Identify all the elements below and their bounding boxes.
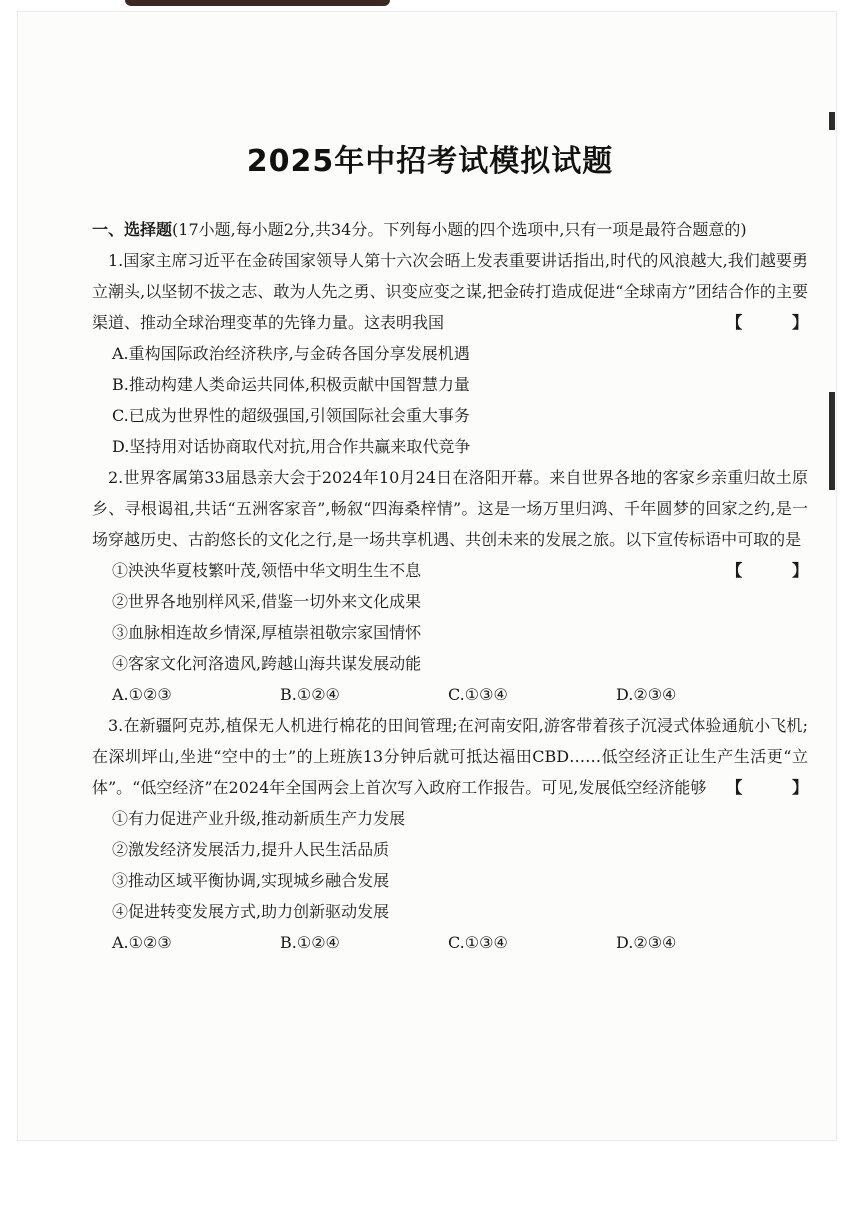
answer-bracket: 【 】 [726, 778, 830, 797]
choice-b: B.①②④ [280, 933, 340, 952]
choice-c: C.①③④ [448, 933, 508, 952]
choice-a: A.①②③ [112, 685, 172, 704]
question-stem-text: 3.在新疆阿克苏,植保无人机进行棉花的田间管理;在河南安阳,游客带着孩子沉浸式体验通航小飞机;在深圳坪山,坐进“空中的士”的上班族13分钟后就可抵达福田CBD……低空经济正让生产生活更“立体”。“低空经济”在2024年全国两会上首次写入政府工作报告。可见,发展低空经济能够 [92, 716, 808, 797]
statement-1: ①有力促进产业升级,推动新质生产力发展 [112, 809, 406, 828]
section-head-label: 一、选择题 [92, 220, 173, 239]
statement-4: ④客家文化河洛遗风,跨越山海共谋发展动能 [112, 654, 422, 673]
choice-d: D.②③④ [616, 685, 677, 704]
page-title: 2025年中招考试模拟试题 [246, 144, 614, 179]
choice-b: B.①②④ [280, 685, 340, 704]
scan-binding-shadow [125, 0, 390, 6]
question-3 [92, 710, 830, 958]
option-d: D.坚持用对话协商取代对抗,用合作共赢来取代竞争 [112, 437, 471, 456]
choice-a: A.①②③ [112, 933, 172, 952]
question-list [92, 214, 830, 958]
question-stem-text: 2.世界客属第33届恳亲大会于2024年10月24日在洛阳开幕。来自世界各地的客家乡亲重归故土原乡、寻根谒祖,共话“五洲客家音”,畅叙“四海桑梓情”。这是一场万里归鸿、千年圆梦的回家之约,是一场穿越历史、古韵悠长的文化之行,是一场共享机遇、共创未来的发展之旅。以下宣传标语中可取的是 [92, 468, 808, 549]
question-stem-text: 1.国家主席习近平在金砖国家领导人第十六次会晤上发表重要讲话指出,时代的风浪越大,我们越要勇立潮头,以坚韧不拔之志、敢为人先之勇、识变应变之谋,把金砖打造成促进“全球南方”团结合作的主要渠道、推动全球治理变革的先锋力量。这表明我国 [92, 251, 808, 332]
choice-c: C.①③④ [448, 685, 508, 704]
choice-d: D.②③④ [616, 933, 677, 952]
edge-mark [829, 392, 835, 490]
statement-4: ④促进转变发展方式,助力创新驱动发展 [112, 902, 390, 921]
option-a: A.重构国际政治经济秩序,与金砖各国分享发展机遇 [112, 344, 470, 363]
answer-choices [92, 679, 808, 710]
answer-choices [92, 927, 808, 958]
question-1 [92, 245, 830, 462]
question-stem [92, 245, 830, 338]
section-heading [92, 214, 808, 245]
option-c: C.已成为世界性的超级强国,引领国际社会重大事务 [112, 406, 470, 425]
section-note: (17小题,每小题2分,共34分。下列每小题的四个选项中,只有一项是最符合题意的) [172, 220, 747, 239]
option-b: B.推动构建人类命运共同体,积极贡献中国智慧力量 [112, 375, 470, 394]
question-stem [92, 710, 830, 803]
statement-2: ②世界各地别样风采,借鉴一切外来文化成果 [112, 592, 422, 611]
question-2 [92, 462, 830, 710]
answer-bracket: 【 】 [726, 561, 830, 580]
statement-1: ①泱泱华夏枝繁叶茂,领悟中华文明生生不息 [112, 561, 422, 580]
statement-2: ②激发经济发展活力,提升人民生活品质 [112, 840, 390, 859]
answer-bracket: 【 】 [726, 313, 830, 332]
edge-mark [829, 112, 835, 130]
statement-3: ③血脉相连故乡情深,厚植崇祖敬宗家国情怀 [112, 623, 422, 642]
statement-3: ③推动区域平衡协调,实现城乡融合发展 [112, 871, 390, 890]
